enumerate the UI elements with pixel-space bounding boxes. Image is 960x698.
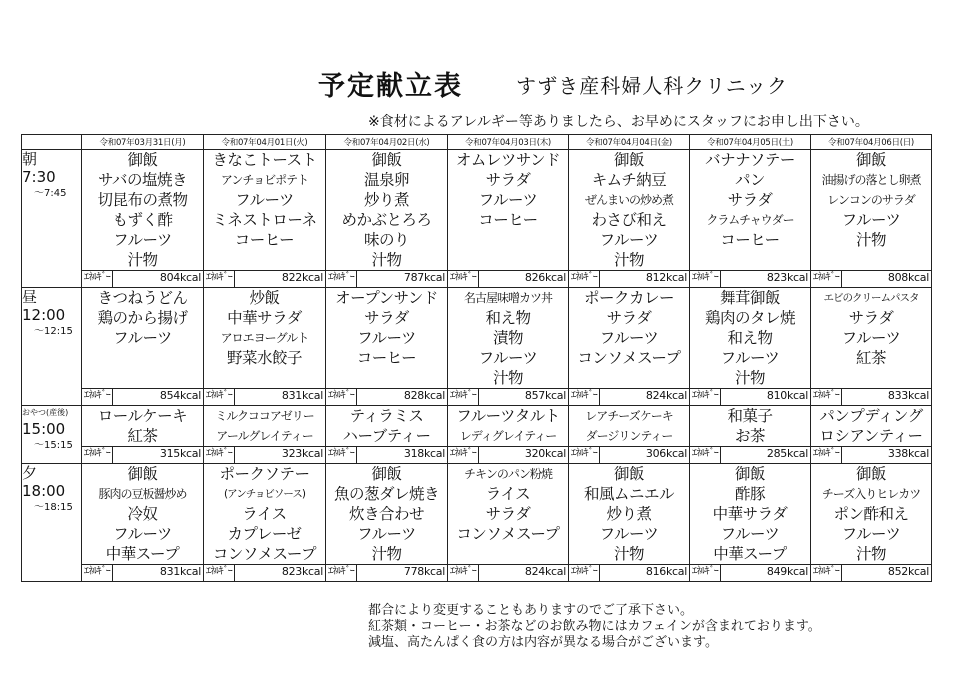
date-header: 令和07年04月03日(木) [448,135,569,150]
page-title: 予定献立表 [318,71,463,102]
menu-item: ハーブティー [342,427,431,445]
menu-item: 魚の葱ダレ焼き [333,485,439,503]
energy-value: 810kcal [766,389,808,402]
menu-item: ダージリンティー [585,429,673,443]
menu-item: ライス [242,505,287,523]
menu-item: フルーツ [113,329,172,347]
menu-item: 御飯 [127,465,158,483]
menu-item: 和風ムニエル [583,485,674,503]
menu-item: パン [734,171,765,189]
menu-cell [82,406,204,447]
menu-item: 御飯 [855,151,886,169]
energy-label: ｴﾈﾙｷﾞｰ [690,389,721,405]
menu-item: サラダ [364,309,409,327]
menu-cell [811,464,932,565]
menu-item: クラムチャウダー [706,213,794,227]
energy-label: ｴﾈﾙｷﾞｰ [326,389,357,405]
energy-value: 323kcal [281,447,323,460]
menu-cell [82,288,204,389]
energy-label: ｴﾈﾙｷﾞｰ [204,389,235,405]
menu-item: 汁物 [613,545,644,563]
energy-label: ｴﾈﾙｷﾞｰ [204,447,235,463]
menu-item: レアチーズケーキ [585,409,673,423]
menu-item: ポークカレー [583,289,674,307]
menu-item: (アンチョビソース) [224,488,305,500]
meal-until: ～18:15 [34,502,73,513]
menu-cell [448,406,569,447]
meal-label-lunch [22,288,82,406]
energy-value: 816kcal [645,565,687,578]
meal-name: おやつ(産後) [22,408,69,417]
energy-value: 849kcal [766,565,808,578]
energy-value: 823kcal [766,271,808,284]
energy-label: ｴﾈﾙｷﾞｰ [448,447,479,463]
menu-item: もずく酢 [112,211,173,229]
menu-item: 汁物 [371,545,402,563]
energy-cell [204,271,326,288]
menu-cell [690,406,811,447]
energy-label: ｴﾈﾙｷﾞｰ [326,271,357,287]
meal-time: 18:00 [22,482,66,500]
menu-item: 酢豚 [734,485,765,503]
menu-cell [569,288,690,389]
menu-table [21,134,932,582]
energy-cell [448,565,569,582]
energy-cell [811,565,932,582]
menu-item: 御飯 [127,151,158,169]
menu-item: フルーツ [113,525,172,543]
menu-cell [204,150,326,271]
menu-item: 御飯 [613,465,644,483]
menu-item: きなこトースト [212,151,317,169]
date-header: 令和07年04月02日(水) [326,135,448,150]
menu-item: 味のり [363,231,409,249]
menu-item: フルーツ [113,231,172,249]
energy-value: 854kcal [159,389,201,402]
menu-item: 汁物 [492,369,523,387]
menu-item: 和え物 [727,329,773,347]
menu-item: アンチョビポテト [220,173,309,187]
menu-item: ロシアンティー [819,427,923,445]
energy-value: 824kcal [645,389,687,402]
meal-row-breakfast [22,150,932,271]
energy-cell [204,447,326,464]
energy-label: ｴﾈﾙｷﾞｰ [811,271,842,287]
menu-item: サラダ [485,505,531,523]
energy-value: 306kcal [645,447,687,460]
menu-body [22,150,932,582]
menu-cell [326,288,448,389]
energy-row [22,389,932,406]
menu-item: コーヒー [720,231,780,249]
menu-cell [811,150,932,271]
menu-item: 炒り煮 [363,191,409,209]
energy-label: ｴﾈﾙｷﾞｰ [569,389,600,405]
menu-item: フルーツ [720,349,780,367]
energy-cell [326,389,448,406]
menu-cell [204,406,326,447]
menu-item: フルーツ [599,329,659,347]
menu-item: 御飯 [613,151,644,169]
date-header: 令和07年04月05日(土) [690,135,811,150]
energy-label: ｴﾈﾙｷﾞｰ [82,389,113,405]
meal-row-lunch [22,288,932,389]
menu-item: 汁物 [127,251,158,269]
menu-item: ポン酢和え [833,505,909,523]
menu-item: 炒飯 [249,289,280,307]
energy-value: 831kcal [281,389,323,402]
menu-item: 漬物 [492,329,523,347]
allergy-note: ※食材によるアレルギー等ありましたら、お早めにスタッフにお申し出下さい。 [368,114,869,130]
menu-item: 鶏肉のタレ焼 [704,309,795,327]
energy-value: 824kcal [524,565,566,578]
energy-value: 318kcal [403,447,445,460]
meal-label-snack [22,406,82,464]
energy-label: ｴﾈﾙｷﾞｰ [82,447,113,463]
menu-cell [690,288,811,389]
date-header: 令和07年04月04日(金) [569,135,690,150]
energy-label: ｴﾈﾙｷﾞｰ [811,389,842,405]
date-header: 令和07年03月31日(月) [82,135,204,150]
energy-value: 833kcal [887,389,929,402]
menu-item: 御飯 [734,465,765,483]
energy-cell [690,447,811,464]
energy-row [22,565,932,582]
menu-item: 汁物 [855,231,886,249]
menu-cell [448,288,569,389]
energy-cell [690,565,811,582]
menu-item: お茶 [734,427,765,445]
menu-cell [82,150,204,271]
menu-item: 紅茶 [127,427,158,445]
menu-item: フルーツ [357,525,416,543]
energy-label: ｴﾈﾙｷﾞｰ [811,565,842,581]
menu-item: 名古屋味噌カツ丼 [463,291,552,305]
menu-item: きつねうどん [97,289,188,307]
corner-cell [22,135,82,150]
menu-item: 炊き合わせ [348,505,424,523]
menu-cell [326,464,448,565]
energy-cell [204,389,326,406]
menu-item: アールグレイティー [216,429,313,443]
menu-item: 和え物 [485,309,531,327]
menu-item: フルーツ [841,525,901,543]
energy-label: ｴﾈﾙｷﾞｰ [326,447,357,463]
meal-until: ～12:15 [34,326,73,337]
menu-item: サラダ [727,191,773,209]
menu-item: コンソメスープ [456,525,560,543]
menu-item: 御飯 [371,151,402,169]
energy-label: ｴﾈﾙｷﾞｰ [811,447,842,463]
energy-cell [82,447,204,464]
menu-item: 油揚げの落とし卵煮 [821,173,921,187]
energy-value: 812kcal [645,271,687,284]
energy-value: 857kcal [524,389,566,402]
menu-item: コンソメスープ [212,545,317,563]
energy-cell [569,271,690,288]
menu-cell [82,464,204,565]
menu-item: オープンサンド [335,289,438,307]
energy-cell [811,389,932,406]
menu-item: 豚肉の豆板醤炒め [98,487,187,501]
meal-time: 15:00 [22,420,66,438]
menu-item: 汁物 [855,545,886,563]
menu-item: 鶏のから揚げ [97,309,188,327]
energy-value: 315kcal [159,447,201,460]
energy-label: ｴﾈﾙｷﾞｰ [569,447,600,463]
menu-item: フルーツ [599,525,659,543]
meal-label-breakfast [22,150,82,288]
energy-label: ｴﾈﾙｷﾞｰ [204,271,235,287]
energy-label: ｴﾈﾙｷﾞｰ [448,565,479,581]
menu-item: フルーツ [720,525,780,543]
energy-label: ｴﾈﾙｷﾞｰ [690,447,721,463]
energy-label: ｴﾈﾙｷﾞｰ [569,271,600,287]
menu-item: フルーツ [478,349,538,367]
menu-item: フルーツ [841,211,901,229]
energy-value: 320kcal [524,447,566,460]
menu-item: フルーツ [841,329,901,347]
meal-name: 昼 [22,288,38,306]
menu-item: ぜんまいの炒め煮 [584,193,673,207]
energy-value: 808kcal [887,271,929,284]
menu-item: サラダ [848,309,894,327]
energy-cell [82,565,204,582]
energy-value: 338kcal [887,447,929,460]
menu-item: コンソメスープ [577,349,681,367]
energy-cell [811,271,932,288]
menu-item: 切昆布の煮物 [97,191,188,209]
date-header: 令和07年04月06日(日) [811,135,932,150]
footer-note: 都合により変更することもありますのでご了承下さい。 [368,603,694,618]
meal-row-dinner [22,464,932,565]
energy-label: ｴﾈﾙｷﾞｰ [82,271,113,287]
energy-cell [448,447,569,464]
menu-cell [690,150,811,271]
menu-item: アロエヨーグルト [220,331,309,345]
footer-note: 減塩、高たんぱく食の方は内容が異なる場合がございます。 [368,635,718,650]
menu-item: ロールケーキ [97,407,188,425]
energy-label: ｴﾈﾙｷﾞｰ [690,271,721,287]
menu-item: 炒り煮 [606,505,652,523]
menu-item: わさび和え [591,211,667,229]
menu-cell [204,288,326,389]
menu-item: コーヒー [478,211,538,229]
energy-cell [82,271,204,288]
menu-item: サバの塩焼き [97,171,188,189]
energy-cell [448,389,569,406]
menu-item: ティラミス [349,407,424,425]
meal-name: 夕 [22,464,38,482]
menu-item: フルーツ [235,191,294,209]
footer-notes [368,603,821,651]
energy-cell [811,447,932,464]
menu-item: 中華スープ [105,545,180,563]
energy-value: 778kcal [403,565,445,578]
energy-value: 822kcal [281,271,323,284]
menu-item: 中華スープ [713,545,787,563]
energy-label: ｴﾈﾙｷﾞｰ [204,565,235,581]
menu-item: パンプディング [819,407,923,425]
energy-row [22,447,932,464]
menu-item: 御飯 [855,465,886,483]
menu-item: 汁物 [734,369,765,387]
energy-value: 831kcal [159,565,201,578]
menu-item: チーズ入りヒレカツ [821,487,921,501]
menu-item: 汁物 [613,251,644,269]
menu-item: フルーツタルト [456,407,560,425]
date-header-row [22,135,932,150]
energy-cell [326,565,448,582]
menu-item: 中華サラダ [712,505,788,523]
energy-cell [204,565,326,582]
menu-item: コーヒー [356,349,417,367]
energy-cell [690,271,811,288]
menu-item: 御飯 [371,465,402,483]
energy-value: 787kcal [403,271,445,284]
footer-note: 紅茶類・コーヒー・お茶などのお飲み物にはカフェインが含まれております。 [368,619,821,634]
menu-item: ライス [485,485,531,503]
menu-cell [326,150,448,271]
menu-item: ポークソテー [219,465,310,483]
menu-cell [326,406,448,447]
energy-cell [690,389,811,406]
menu-cell [569,464,690,565]
energy-cell [448,271,569,288]
menu-cell [204,464,326,565]
menu-item: オムレツサンド [455,151,561,169]
menu-item: カプレーゼ [227,525,302,543]
menu-item: レディグレイティー [459,429,557,443]
menu-item: サラダ [606,309,652,327]
menu-cell [448,464,569,565]
menu-item: 舞茸御飯 [719,289,780,307]
menu-item: フルーツ [357,329,416,347]
energy-cell [326,271,448,288]
date-header: 令和07年04月01日(火) [204,135,326,150]
menu-item: 冷奴 [127,505,158,523]
energy-label: ｴﾈﾙｷﾞｰ [569,565,600,581]
energy-label: ｴﾈﾙｷﾞｰ [448,389,479,405]
energy-cell [326,447,448,464]
energy-value: 828kcal [403,389,445,402]
menu-item: 温泉卵 [363,171,409,189]
energy-cell [569,565,690,582]
menu-item: ミルクココアゼリー [215,409,314,423]
meal-time: 7:30 [22,168,56,186]
menu-item: チキンのパン粉焼 [464,467,552,481]
energy-value: 804kcal [159,271,201,284]
menu-item: フルーツ [478,191,538,209]
menu-item: 中華サラダ [227,309,302,327]
meal-until: ～15:15 [34,440,73,451]
menu-item: 野菜水餃子 [226,349,302,367]
menu-item: バナナソテー [705,151,795,169]
energy-label: ｴﾈﾙｷﾞｰ [690,565,721,581]
energy-cell [82,389,204,406]
meal-label-dinner [22,464,82,582]
menu-cell [690,464,811,565]
menu-item: 紅茶 [855,349,886,367]
menu-item: キムチ納豆 [591,171,667,189]
menu-item: サラダ [485,171,531,189]
energy-cell [569,447,690,464]
energy-row [22,271,932,288]
meal-time: 12:00 [22,306,66,324]
energy-value: 826kcal [524,271,566,284]
energy-value: 852kcal [887,565,929,578]
menu-cell [448,150,569,271]
meal-row-snack [22,406,932,447]
menu-item: ミネストローネ [212,211,317,229]
menu-item: エビのクリームパスタ [823,292,919,304]
energy-label: ｴﾈﾙｷﾞｰ [82,565,113,581]
menu-item: レンコンのサラダ [827,193,915,207]
menu-item: 和菓子 [727,407,773,425]
energy-label: ｴﾈﾙｷﾞｰ [326,565,357,581]
meal-name: 朝 [22,150,38,168]
clinic-name: すずき産科婦人科クリニック [516,74,788,98]
menu-item: 汁物 [371,251,402,269]
menu-cell [569,406,690,447]
meal-until: ～7:45 [34,188,67,199]
energy-cell [569,389,690,406]
energy-value: 285kcal [766,447,808,460]
menu-cell [569,150,690,271]
menu-cell [811,288,932,389]
menu-item: コーヒー [234,231,295,249]
energy-value: 823kcal [281,565,323,578]
menu-cell [811,406,932,447]
energy-label: ｴﾈﾙｷﾞｰ [448,271,479,287]
menu-item: フルーツ [599,231,659,249]
menu-item: めかぶとろろ [341,211,432,229]
